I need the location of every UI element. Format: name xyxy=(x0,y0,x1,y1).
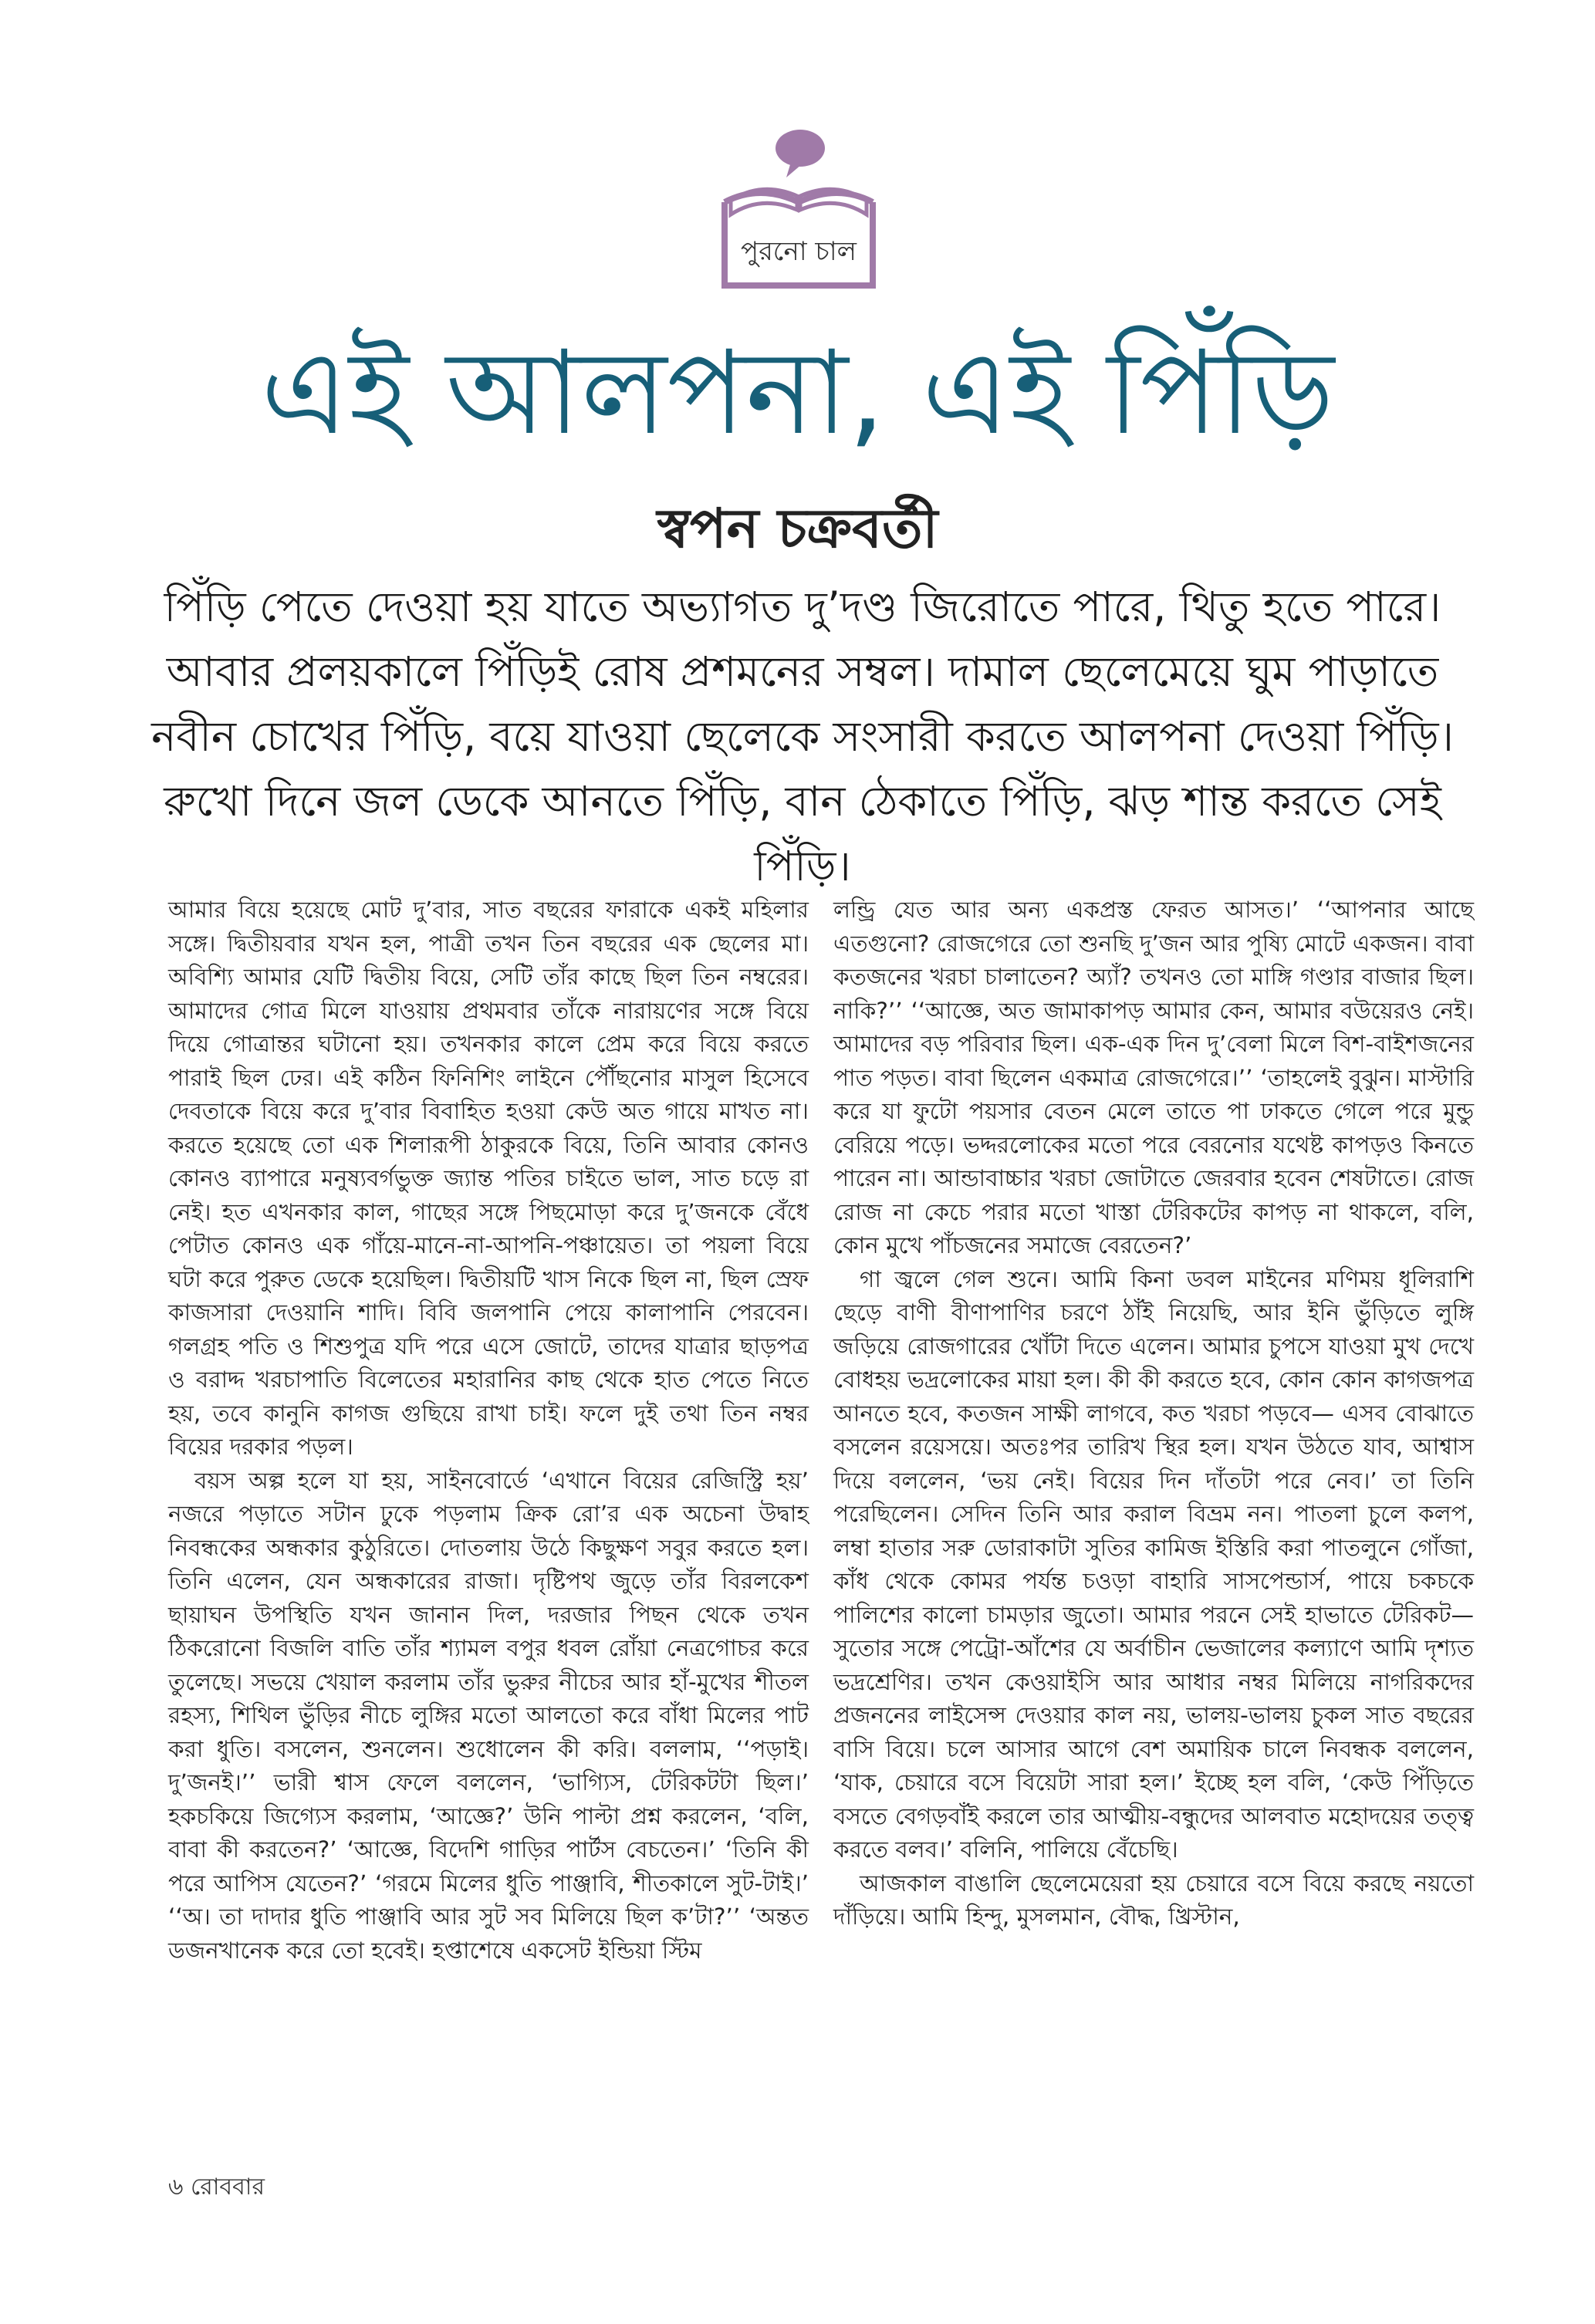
article-title: এই আলপনা, এই পিঁড়ি xyxy=(260,326,1335,461)
section-label: পুরনো চাল xyxy=(741,236,857,267)
page-folio: ৬ রোববার xyxy=(168,2174,265,2201)
paragraph: আজকাল বাঙালি ছেলেমেয়েরা হয় চেয়ারে বসে বিয়ে করছে নয়তো দাঁড়িয়ে। আমি হিন্দু, মুসলমান, বৌদ্ধ, খ্রিস্টান, xyxy=(833,1870,1474,1930)
paragraph: আমার বিয়ে হয়েছে মোট দু’বার, সাত বছরের ফারাকে একই মহিলার সঙ্গে। দ্বিতীয়বার যখন হল, পাত্রী তখন তিন বছরের এক ছেলের মা। অবিশ্যি আমার যেটি দ্বিতীয় বিয়ে, সেটি তাঁর কাছে ছিল তিন নম্বরের। আমাদের গোত্র মিলে যাওয়ায় প্রথমবার তাঁকে নারায়ণের সঙ্গে বিয়ে দিয়ে গোত্রান্তর ঘটানো হয়। তখনকার কালে প্রেম করে বিয়ে করতে পারাই ছিল ঢের। এই কঠিন ফিনিশিং লাইনে পৌঁছনোর মাসুল হিসেবে দেবতাকে বিয়ে করে দু’বার বিবাহিত হওয়া কেউ অত গায়ে মাখত না। করতে হয়েছে তো এক শিলারূপী ঠাকুরকে বিয়ে, তিনি আবার কোনও কোনও ব্যাপারে মনুষ্যবর্গভুক্ত জ্যান্ত পতির চাইতে ভাল, সাত চড়ে রা নেই। হত এখনকার কাল, গাছের সঙ্গে পিছমোড়া করে দু’জনকে বেঁধে পেটাত কোনও এক গাঁয়ে-মানে-না-আপনি-পঞ্চায়েত। তা পয়লা বিয়ে ঘটা করে পুরুত ডেকে হয়েছিল। দ্বিতীয়টি খাস নিকে ছিল না, ছিল স্রেফ কাজসারা দেওয়ানি শাদি। বিবি জলপানি পেয়ে কালাপানি পেরবেন। গলগ্রহ পতি ও শিশুপুত্র যদি পরে এসে জোটে, তাদের যাত্রার ছাড়পত্র ও বরাদ্দ খরচাপাতি বিলেতের মহারানির কাছ থেকে হাত পেতে নিতে হয়, তবে কানুনি কাগজ গুছিয়ে রাখা চাই। ফলে দুই তথা তিন নম্বর বিয়ের দরকার পড়ল। xyxy=(168,897,809,1460)
section-logo xyxy=(714,116,884,293)
paragraph: গা জ্বলে গেল শুনে। আমি কিনা ডবল মাইনের মণিময় ধূলিরাশি ছেড়ে বাণী বীণাপাণির চরণে ঠাঁই নিয়েছি, আর ইনি ভুঁড়িতে লুঙ্গি জড়িয়ে রোজগারের খোঁটা দিতে এলেন। আমার চুপসে যাওয়া মুখ দেখে বোধহয় ভদ্রলোকের মায়া হল। কী কী করতে হবে, কোন কোন কাগজপত্র আনতে হবে, কতজন সাক্ষী লাগবে, কত খরচা পড়বে— এসব বোঝাতে বসলেন রয়েসয়ে। অতঃপর তারিখ স্থির হল। যখন উঠতে যাব, আশ্বাস দিয়ে বললেন, ‘ভয় নেই। বিয়ের দিন দাঁতটা পরে নেব।’ তা তিনি পরেছিলেন। সেদিন তিনি আর করাল বিভ্রম নন। পাতলা চুলে কলপ, লম্বা হাতার সরু ডোরাকাটা সুতির কামিজ ইস্তিরি করা পাতলুনে গোঁজা, কাঁধ থেকে কোমর পর্যন্ত চওড়া বাহারি সাসপেন্ডার্স, পায়ে চকচকে পালিশের কালো চামড়ার জুতো। আমার পরনে সেই হাভাতে টেরিকট— সুতোর সঙ্গে পেট্রো-আঁশের যে অর্বাচীন ভেজালের কল্যাণে আমি দৃশ্যত ভদ্রশ্রেণির। তখন কেওয়াইসি আর আধার নম্বর মিলিয়ে নাগরিকদের প্রজননের লাইসেন্স দেওয়ার কাল নয়, ভালয়-ভালয় চুকল সাত বছরের বাসি বিয়ে। চলে আসার আগে বেশ অমায়িক চালে নিবন্ধক বললেন, ‘যাক, চেয়ারে বসে বিয়েটা সারা হল।’ ইচ্ছে হল বলি, ‘কেউ পিঁড়িতে বসতে বেগড়বাঁই করলে তার আত্মীয়-বন্ধুদের আলবাত মহোদয়ের তত্ত্ব করতে বলব।’ বলিনি, পালিয়ে বেঁচেছি। xyxy=(833,1265,1474,1863)
paragraph: লন্ড্রি যেত আর অন্য একপ্রস্ত ফেরত আসত।’ ‘‘আপনার আছে এতগুনো? রোজগেরে তো শুনছি দু’জন আর পুষ্যি মোটে একজন। বাবা কতজনের খরচা চালাতেন? অ্যাঁ? তখনও তো মাঙ্গি গণ্ডার বাজার ছিল। নাকি?’’ ‘‘আজ্ঞে, অত জামাকাপড় আমার কেন, আমার বউয়েরও নেই। আমাদের বড় পরিবার ছিল। এক-এক দিন দু’বেলা মিলে বিশ-বাইশজনের পাত পড়ত। বাবা ছিলেন একমাত্র রোজগেরে।’’ ‘তাহলেই বুঝুন। মাস্টারি করে যা ফুটো পয়সার বেতন মেলে তাতে পা ঢাকতে গেলে পরে মুন্ডু বেরিয়ে পড়ে। ভদ্দরলোকের মতো পরে বেরনোর যথেষ্ট কাপড়ও কিনতে পারেন না। আন্ডাবাচ্চার খরচা জোটাতে জেরবার হবেন শেষটাতে। রোজ রোজ না কেচে পরার মতো খাস্তা টেরিকটের কাপড় না থাকলে, বলি, কোন মুখে পাঁচজনের সমাজে বেরতেন?’ xyxy=(833,897,1474,1258)
standfirst: পিঁড়ি পেতে দেওয়া হয় যাতে অভ্যাগত দু’দণ্ড জিরোতে পারে, থিতু হতে পারে। আবার প্রলয়কালে পিঁড়িই রোষ প্রশমনের সম্বল। দামাল ছেলেমেয়ে ঘুম পাড়াতে নবীন চোখের পিঁড়ি, বয়ে যাওয়া ছেলেকে সংসারী করতে আলপনা দেওয়া পিঁড়ি। রুখো দিনে জল ডেকে আনতে পিঁড়ি, বান ঠেকাতে পিঁড়ি, ঝড় শান্ত করতে সেই পিঁড়ি। xyxy=(151,583,1454,890)
body-column-right xyxy=(833,893,1474,1934)
author-byline: স্বপন চক্রবর্তী xyxy=(657,497,938,560)
paragraph: বয়স অল্প হলে যা হয়, সাইনবোর্ডে ‘এখানে বিয়ের রেজিস্ট্রি হয়’ নজরে পড়াতে সটান ঢুকে পড়লাম ক্রিক রো’র এক অচেনা উদ্বাহ নিবন্ধকের অন্ধকার কুঠুরিতে। দোতলায় উঠে কিছুক্ষণ সবুর করতে হল। তিনি এলেন, যেন অন্ধকারের রাজা। দৃষ্টিপথ জুড়ে তাঁর বিরলকেশ ছায়াঘন উপস্থিতি যখন জানান দিল, দরজার পিছন থেকে তখন ঠিকরোনো বিজলি বাতি তাঁর শ্যামল বপুর ধবল রোঁয়া নেত্রগোচর করে তুলেছে। সভয়ে খেয়াল করলাম তাঁর ভুরুর নীচের আর হাঁ-মুখের শীতল রহস্য, শিথিল ভুঁড়ির নীচে লুঙ্গির মতো আলতো করে বাঁধা মিলের পাট করা ধুতি। বসলেন, শুনলেন। শুধোলেন কী করি। বললাম, ‘‘পড়াই। দু’জনই।’’ ভারী শ্বাস ফেলে বললেন, ‘ভাগ্যিস, টেরিকটটা ছিল।’ হকচকিয়ে জিগ্যেস করলাম, ‘আজ্ঞে?’ উনি পাল্টা প্রশ্ন করলেন, ‘বলি, বাবা কী করতেন?’ ‘আজ্ঞে, বিদেশি গাড়ির পার্টস বেচতেন।’ ‘তিনি কী পরে আপিস যেতেন?’ ‘গরমে মিলের ধুতি পাঞ্জাবি, শীতকালে সুট-টাই।’ ‘‘অ। তা দাদার ধুতি পাঞ্জাবি আর সুট সব মিলিয়ে ছিল ক’টা?’’ ‘অন্তত ডজনখানেক করে তো হবেই। হপ্তাশেষে একসেট ইন্ডিয়া স্টিম xyxy=(168,1467,809,1964)
body-column-left xyxy=(168,893,809,1968)
